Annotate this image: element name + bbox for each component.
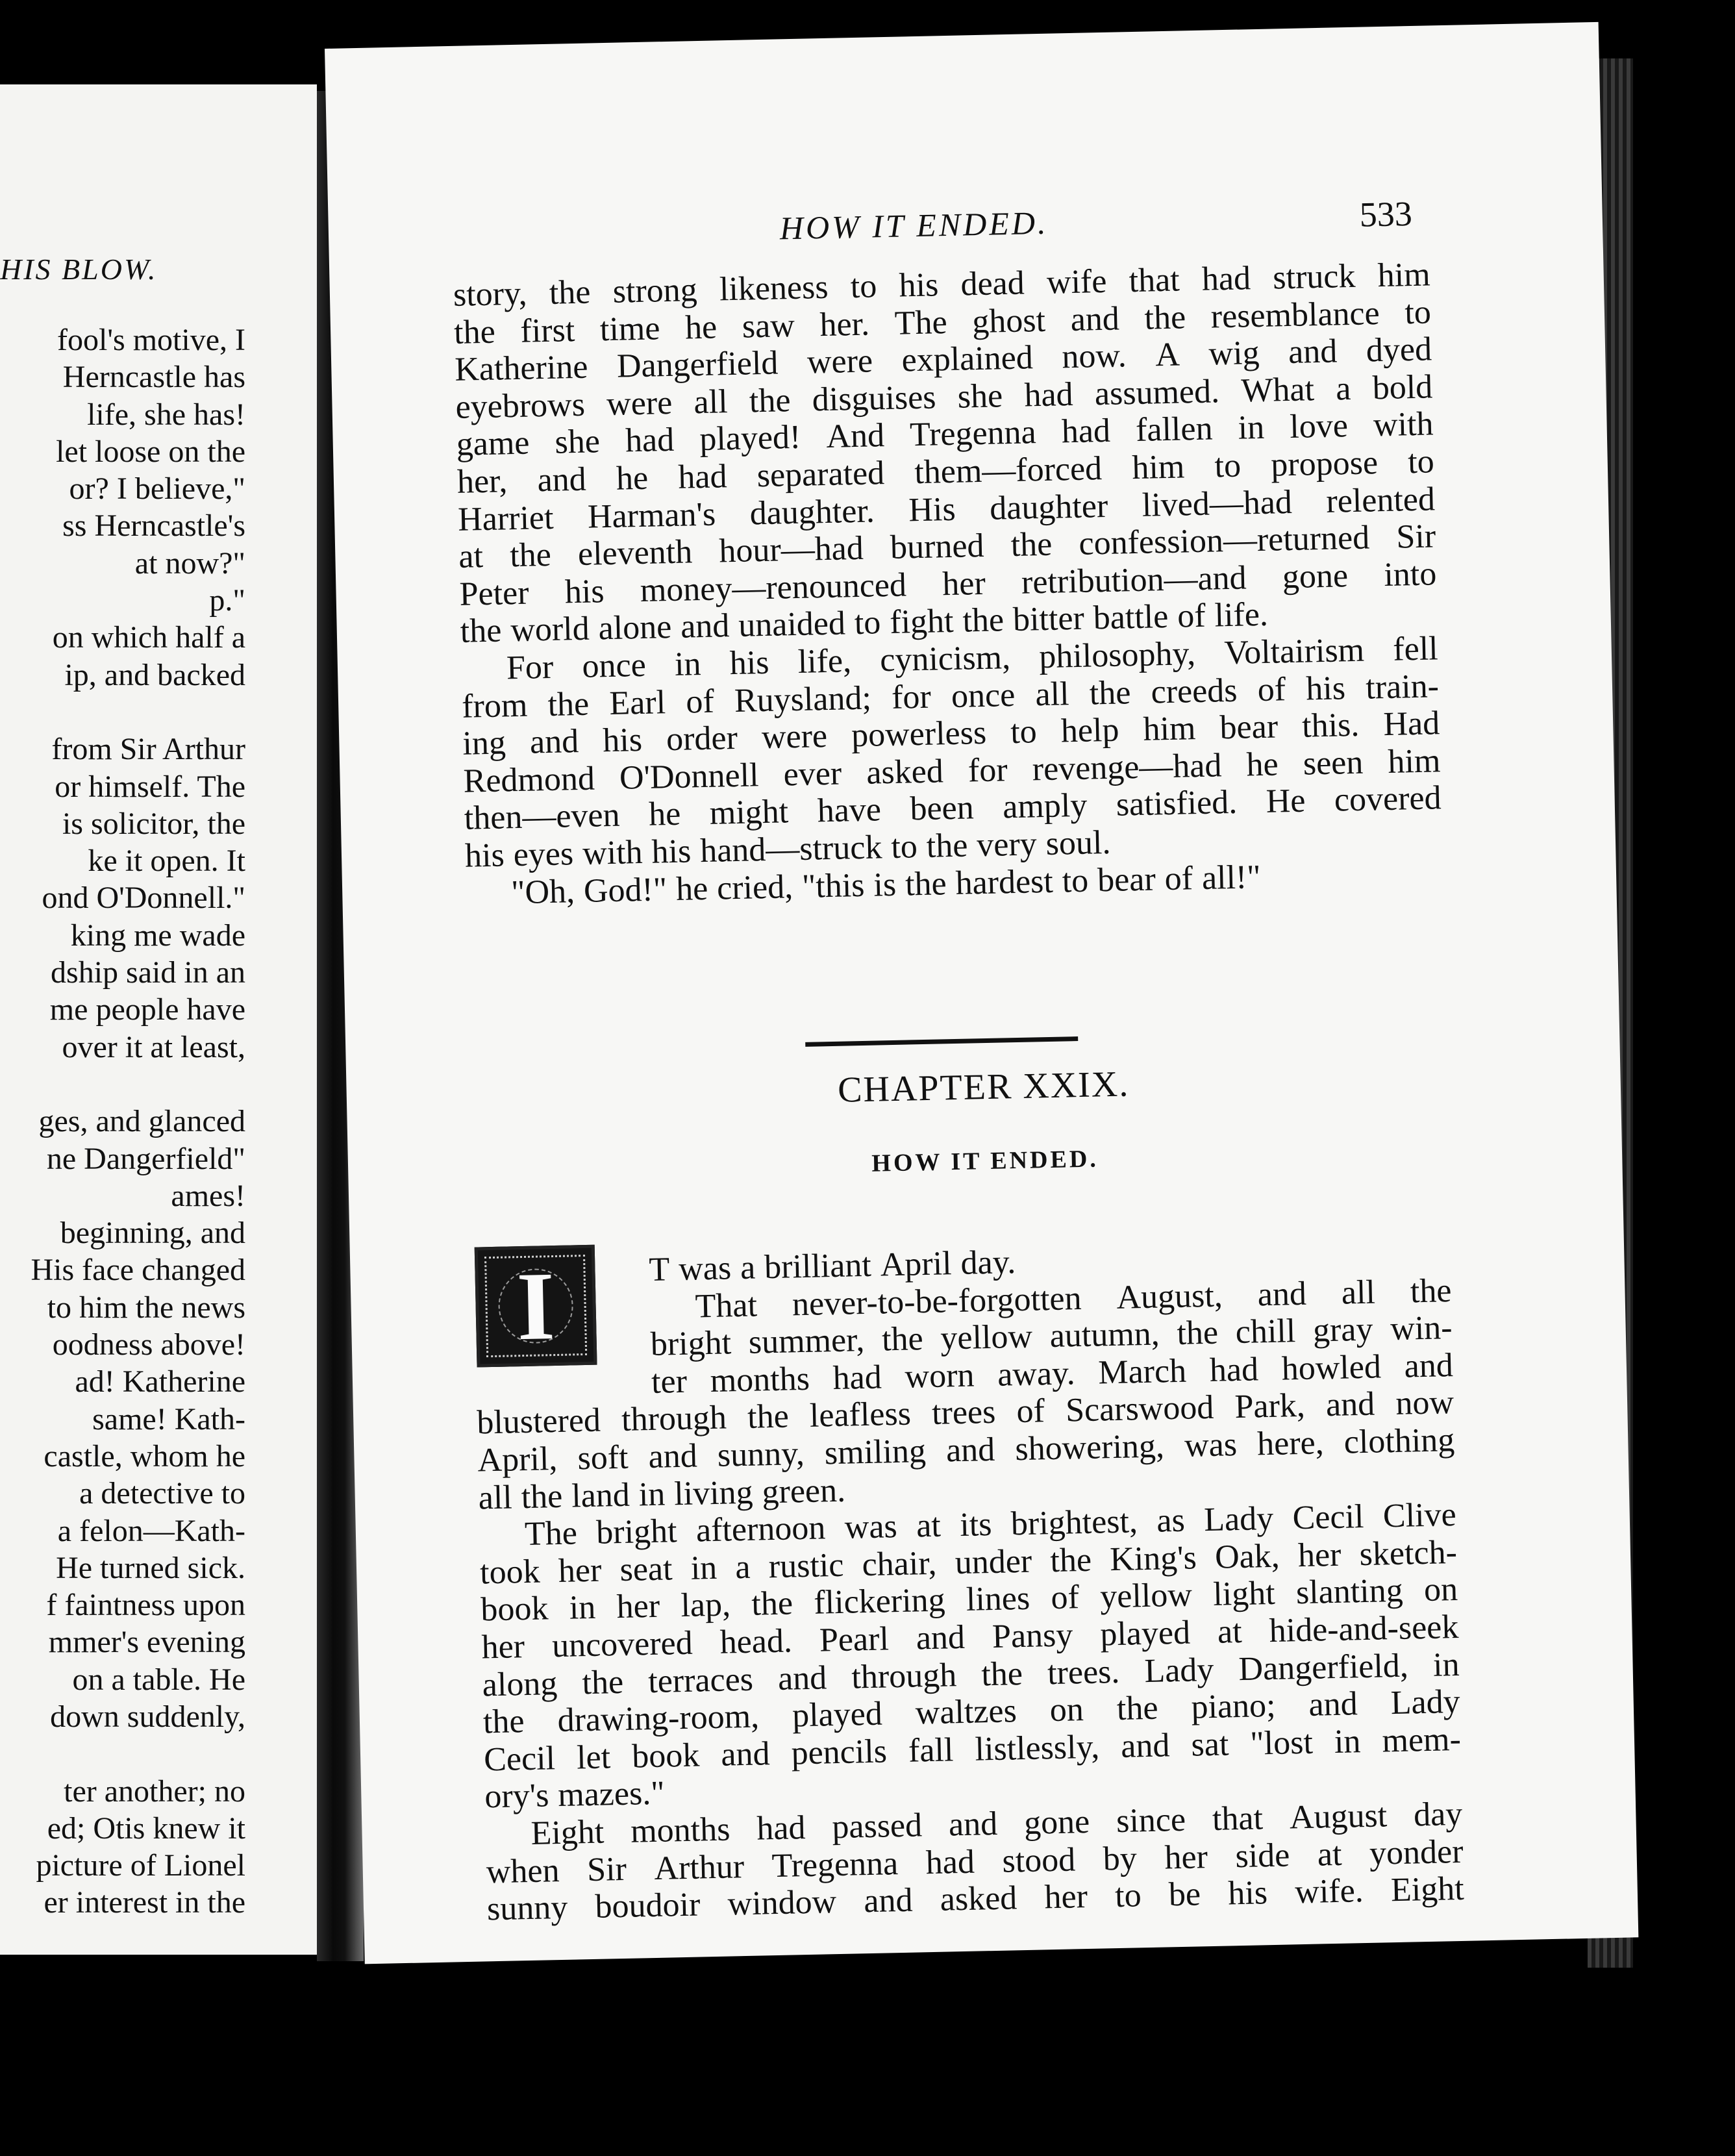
previous-page-line: on a table. He — [72, 1662, 245, 1697]
previous-page-line: over it at least, — [62, 1029, 245, 1064]
previous-page-line: His face changed — [31, 1253, 245, 1288]
previous-page-line — [0, 1735, 245, 1772]
text-line: her, and he had separated them—forced him to propose to — [456, 443, 1435, 501]
previous-page-line: oodness above! — [52, 1327, 245, 1362]
text-line: story, the strong likeness to his dead wife that had struck him — [453, 256, 1431, 314]
text-line: from the Earl of Ruysland; for once all the creeds of his train- — [461, 667, 1440, 725]
text-line: the first time he saw her. The ghost and the resemblance to — [453, 294, 1432, 351]
text-line: along the terraces and through the trees. Lady Dangerfield, in — [482, 1646, 1460, 1703]
text-line: Cecil let book and pencils fall listlessly, and sat "lost in mem- — [483, 1720, 1462, 1779]
previous-page-line: on which half a — [52, 620, 245, 655]
previous-page-header: HIS BLOW. — [0, 253, 158, 286]
previous-page-line: or himself. The — [55, 769, 245, 804]
previous-page-line: ed; Otis knew it — [47, 1811, 245, 1846]
text-line: eyebrows were all the disguises she had assumed. What a bold — [455, 368, 1433, 426]
text-line: the world alone and unaided to fight the bitter battle of life. — [460, 596, 1269, 651]
previous-page-line: from Sir Arthur — [51, 732, 245, 767]
previous-page-line: ip, and backed — [64, 657, 245, 692]
text-line: game she had played! And Tregenna had fallen in love with — [456, 405, 1434, 464]
text-line: when Sir Arthur Tregenna had stood by her side at yonder — [486, 1833, 1464, 1890]
previous-page-line: a felon—Kath- — [57, 1513, 245, 1548]
previous-page-line: ond O'Donnell." — [42, 881, 245, 916]
previous-page-line: mmer's evening — [48, 1625, 245, 1660]
previous-page-line: ke it open. It — [88, 844, 245, 879]
text-line: For once in his life, cynicism, philosophy, Voltairism fell — [506, 630, 1439, 687]
text-line: Peter his money—renounced her retribution—and gone into — [459, 555, 1437, 613]
previous-page-line: ss Herncastle's — [62, 508, 245, 544]
page-number: 533 — [1359, 194, 1413, 234]
text-line: ing and his order were powerless to help him bear this. Had — [462, 705, 1440, 762]
text-line: bright summer, the yellow autumn, the chill gray win- — [650, 1309, 1453, 1364]
text-line: Eight months had passed and gone since that August day — [530, 1795, 1463, 1852]
chapter-body-text — [473, 1235, 1464, 1928]
text-line: all the land in living green. — [478, 1472, 846, 1517]
text-line: The bright afternoon was at its brightest, as Lady Cecil Clive — [524, 1496, 1457, 1553]
previous-page-line: Herncastle has — [62, 360, 245, 395]
previous-page-line: He turned sick. — [56, 1550, 245, 1585]
running-head: HOW IT ENDED. — [779, 204, 1049, 247]
previous-page-line: f faintness upon — [46, 1588, 245, 1623]
text-line: "Oh, God!" he cried, "this is the hardest to bear of all!" — [510, 858, 1262, 911]
text-line: at the eleventh hour—had burned the confession—returned Sir — [458, 518, 1436, 575]
previous-page-line: down suddenly, — [50, 1699, 245, 1734]
text-line: blustered through the leafless trees of Scarswood Park, and now — [476, 1384, 1454, 1442]
text-line: Katherine Dangerfield were explained now. A wig and dyed — [454, 331, 1432, 389]
previous-page-line: beginning, and — [60, 1216, 245, 1251]
previous-page-line: ad! Katherine — [75, 1364, 245, 1399]
previous-page-line: er interest in the — [44, 1885, 245, 1920]
previous-page-line: same! Kath- — [92, 1401, 245, 1436]
previous-page-line: ges, and glanced — [38, 1104, 245, 1139]
previous-page-line: ames! — [171, 1178, 245, 1213]
continuation-text — [453, 256, 1443, 912]
previous-page-line: let loose on the — [56, 434, 245, 469]
previous-page-line: to him the news — [47, 1290, 245, 1325]
previous-page — [0, 84, 317, 1955]
previous-page-line: ter another; no — [64, 1774, 245, 1809]
previous-page-line: at now?" — [134, 545, 245, 581]
text-line: Redmond O'Donnell ever asked for revenge—had he seen him — [463, 742, 1441, 800]
text-line: book in her lap, the flickering lines of yellow light slanting on — [480, 1571, 1458, 1629]
previous-page-line: life, she has! — [87, 397, 245, 432]
previous-page-line: or? I believe," — [69, 471, 245, 507]
previous-page-line: me people have — [49, 992, 245, 1027]
previous-page-line: ne Dangerfield" — [46, 1141, 245, 1176]
text-line: her uncovered head. Pearl and Pansy played at hide-and-seek — [481, 1608, 1459, 1666]
text-line: ory's mazes." — [484, 1774, 666, 1816]
previous-page-line — [0, 1066, 245, 1103]
previous-page-line: picture of Lionel — [36, 1848, 245, 1883]
drop-cap-letter: I — [516, 1251, 556, 1360]
text-line: took her seat in a rustic chair, under the King's Oak, her sketch- — [479, 1533, 1458, 1592]
chapter-subtitle: HOW IT ENDED. — [871, 1145, 1099, 1177]
text-line: sunny boudoir window and asked her to be his wife. Eight — [486, 1870, 1465, 1928]
previous-page-text — [0, 321, 245, 1922]
previous-page-line: king me wade — [70, 918, 245, 953]
text-line: his eyes with his hand—struck to the very soul. — [464, 823, 1111, 875]
previous-page-line — [0, 694, 245, 731]
previous-page-line: a detective to — [79, 1476, 245, 1511]
section-rule — [805, 1036, 1078, 1047]
text-line: That never-to-be-forgotten August, and all the — [695, 1272, 1453, 1325]
text-line: T was a brilliant April day. — [648, 1244, 1016, 1288]
text-line: ter months had worn away. March had howled and — [651, 1346, 1454, 1401]
previous-page-line: p." — [209, 583, 245, 618]
previous-page-line: is solicitor, the — [62, 806, 245, 841]
previous-page-line: fool's motive, I — [57, 323, 245, 357]
chapter-heading: CHAPTER XXIX. — [837, 1064, 1130, 1110]
previous-page-line: castle, whom he — [44, 1438, 245, 1473]
text-line: April, soft and sunny, smiling and showering, was here, clothing — [477, 1422, 1455, 1479]
current-page — [325, 22, 1638, 1964]
text-line: then—even he might have been amply satisfied. He covered — [464, 779, 1442, 838]
previous-page-line: dship said in an — [51, 955, 245, 990]
text-line: Harriet Harman's daughter. His daughter lived—had relented — [457, 480, 1436, 538]
text-line: the drawing-room, played waltzes on the piano; and Lady — [482, 1683, 1461, 1741]
